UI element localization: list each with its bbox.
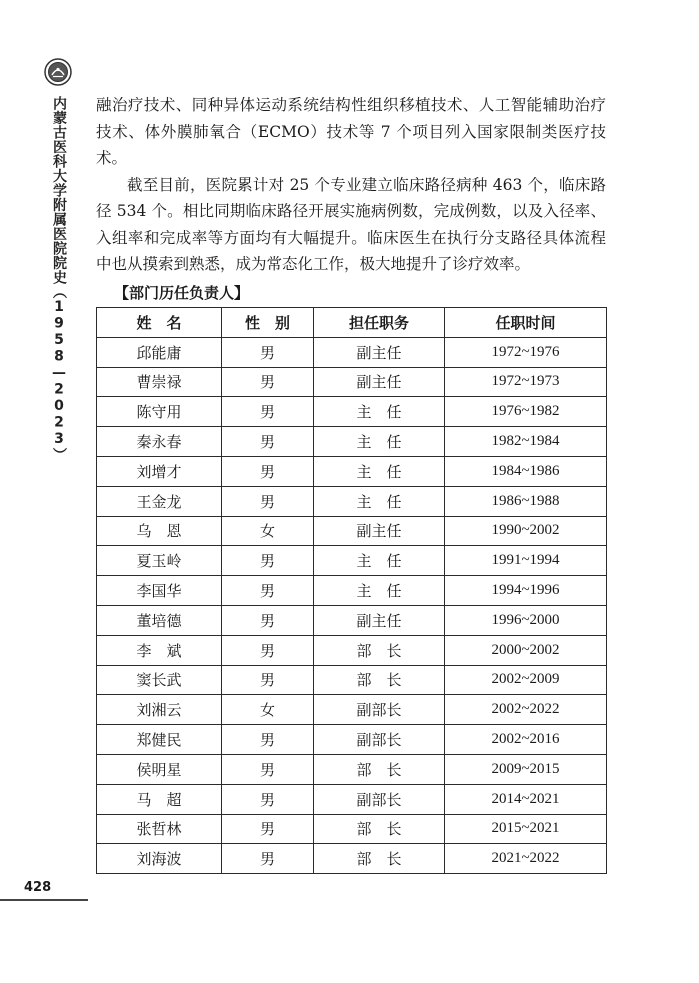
- cell-name: 邱能庸: [97, 337, 222, 367]
- table-row: [97, 427, 607, 457]
- table-row: [97, 456, 607, 486]
- cell-gender: 男: [222, 337, 314, 367]
- table-row: [97, 635, 607, 665]
- cell-name: 李 斌: [97, 635, 222, 665]
- table-row: [97, 516, 607, 546]
- cell-term: 2002~2016: [445, 725, 607, 755]
- header-name: 姓 名: [97, 308, 222, 338]
- page-number: 428: [24, 880, 52, 895]
- cell-term: 1990~2002: [445, 516, 607, 546]
- table-row: [97, 337, 607, 367]
- table-header-row: [97, 308, 607, 338]
- cell-gender: 男: [222, 605, 314, 635]
- cell-term: 1982~1984: [445, 427, 607, 457]
- page-number-rule: [0, 899, 88, 901]
- cell-term: 2009~2015: [445, 754, 607, 784]
- paragraph-2: 截至目前，医院累计对 25 个专业建立临床路径病种 463 个，临床路径 534 个。相比同期临床路径开展实施病例数，完成例数，以及入径率、入组率和完成率等方面均有大幅提升。临床医生在执行分支路径具体流程中也从摸索到熟悉，成为常态化工作，极大地提升了诊疗效率。: [96, 175, 606, 273]
- cell-name: 刘海波: [97, 844, 222, 874]
- cell-position: 部 长: [314, 635, 445, 665]
- table-row: [97, 695, 607, 725]
- cell-position: 部 长: [314, 844, 445, 874]
- cell-name: 曹崇禄: [97, 367, 222, 397]
- cell-position: 主 任: [314, 576, 445, 606]
- cell-gender: 男: [222, 814, 314, 844]
- cell-gender: 男: [222, 784, 314, 814]
- header-position: 担任职务: [314, 308, 445, 338]
- cell-name: 王金龙: [97, 486, 222, 516]
- cell-gender: 男: [222, 635, 314, 665]
- cell-term: 2000~2002: [445, 635, 607, 665]
- cell-term: 2014~2021: [445, 784, 607, 814]
- cell-term: 1972~1976: [445, 337, 607, 367]
- cell-gender: 男: [222, 546, 314, 576]
- table-row: [97, 784, 607, 814]
- cell-term: 2021~2022: [445, 844, 607, 874]
- cell-position: 副主任: [314, 337, 445, 367]
- table-row: [97, 486, 607, 516]
- cell-name: 李国华: [97, 576, 222, 606]
- cell-position: 副主任: [314, 605, 445, 635]
- table-row: [97, 814, 607, 844]
- cell-position: 主 任: [314, 486, 445, 516]
- table-row: [97, 754, 607, 784]
- cell-gender: 男: [222, 665, 314, 695]
- cell-position: 副部长: [314, 695, 445, 725]
- header-gender: 性 别: [222, 308, 314, 338]
- table-row: [97, 844, 607, 874]
- cell-gender: 男: [222, 844, 314, 874]
- cell-name: 张哲林: [97, 814, 222, 844]
- leaders-table: [96, 307, 607, 874]
- cell-gender: 男: [222, 576, 314, 606]
- cell-gender: 男: [222, 427, 314, 457]
- cell-name: 董培德: [97, 605, 222, 635]
- cell-name: 郑健民: [97, 725, 222, 755]
- cell-name: 夏玉岭: [97, 546, 222, 576]
- cell-name: 乌 恩: [97, 516, 222, 546]
- cell-name: 侯明星: [97, 754, 222, 784]
- cell-term: 1991~1994: [445, 546, 607, 576]
- cell-name: 窦长武: [97, 665, 222, 695]
- cell-gender: 男: [222, 456, 314, 486]
- cell-position: 副主任: [314, 516, 445, 546]
- table-row: [97, 605, 607, 635]
- cell-gender: 男: [222, 725, 314, 755]
- cell-gender: 男: [222, 486, 314, 516]
- table-row: [97, 397, 607, 427]
- cell-name: 刘湘云: [97, 695, 222, 725]
- running-header: 内蒙古医科大学附属医院院史（1958—2023）: [51, 96, 67, 462]
- cell-term: 1984~1986: [445, 456, 607, 486]
- page-sidebar: [0, 0, 88, 983]
- cell-name: 刘增才: [97, 456, 222, 486]
- cell-position: 副部长: [314, 725, 445, 755]
- cell-gender: 女: [222, 516, 314, 546]
- cell-term: 1994~1996: [445, 576, 607, 606]
- cell-position: 部 长: [314, 814, 445, 844]
- table-row: [97, 725, 607, 755]
- section-heading: 【部门历任负责人】: [114, 283, 250, 302]
- cell-term: 1972~1973: [445, 367, 607, 397]
- cell-position: 部 长: [314, 754, 445, 784]
- cell-name: 陈守用: [97, 397, 222, 427]
- cell-term: 1986~1988: [445, 486, 607, 516]
- cell-position: 主 任: [314, 546, 445, 576]
- table-body: [97, 337, 607, 873]
- table-row: [97, 576, 607, 606]
- cell-position: 主 任: [314, 427, 445, 457]
- cell-gender: 女: [222, 695, 314, 725]
- cell-position: 副主任: [314, 367, 445, 397]
- cell-term: 1976~1982: [445, 397, 607, 427]
- header-term: 任职时间: [445, 308, 607, 338]
- cell-gender: 男: [222, 367, 314, 397]
- cell-gender: 男: [222, 754, 314, 784]
- cell-gender: 男: [222, 397, 314, 427]
- cell-term: 2015~2021: [445, 814, 607, 844]
- body-text: [96, 92, 606, 305]
- hospital-logo-icon: [44, 58, 72, 86]
- cell-term: 1996~2000: [445, 605, 607, 635]
- cell-position: 主 任: [314, 456, 445, 486]
- paragraph-1: 融治疗技术、同种异体运动系统结构性组织移植技术、人工智能辅助治疗技术、体外膜肺氧合（ECMO）技术等 7 个项目列入国家限制类医疗技术。: [96, 96, 606, 167]
- table-row: [97, 546, 607, 576]
- table-row: [97, 665, 607, 695]
- cell-term: 2002~2009: [445, 665, 607, 695]
- cell-name: 秦永春: [97, 427, 222, 457]
- cell-position: 副部长: [314, 784, 445, 814]
- cell-term: 2002~2022: [445, 695, 607, 725]
- table-row: [97, 367, 607, 397]
- cell-position: 部 长: [314, 665, 445, 695]
- cell-position: 主 任: [314, 397, 445, 427]
- cell-name: 马 超: [97, 784, 222, 814]
